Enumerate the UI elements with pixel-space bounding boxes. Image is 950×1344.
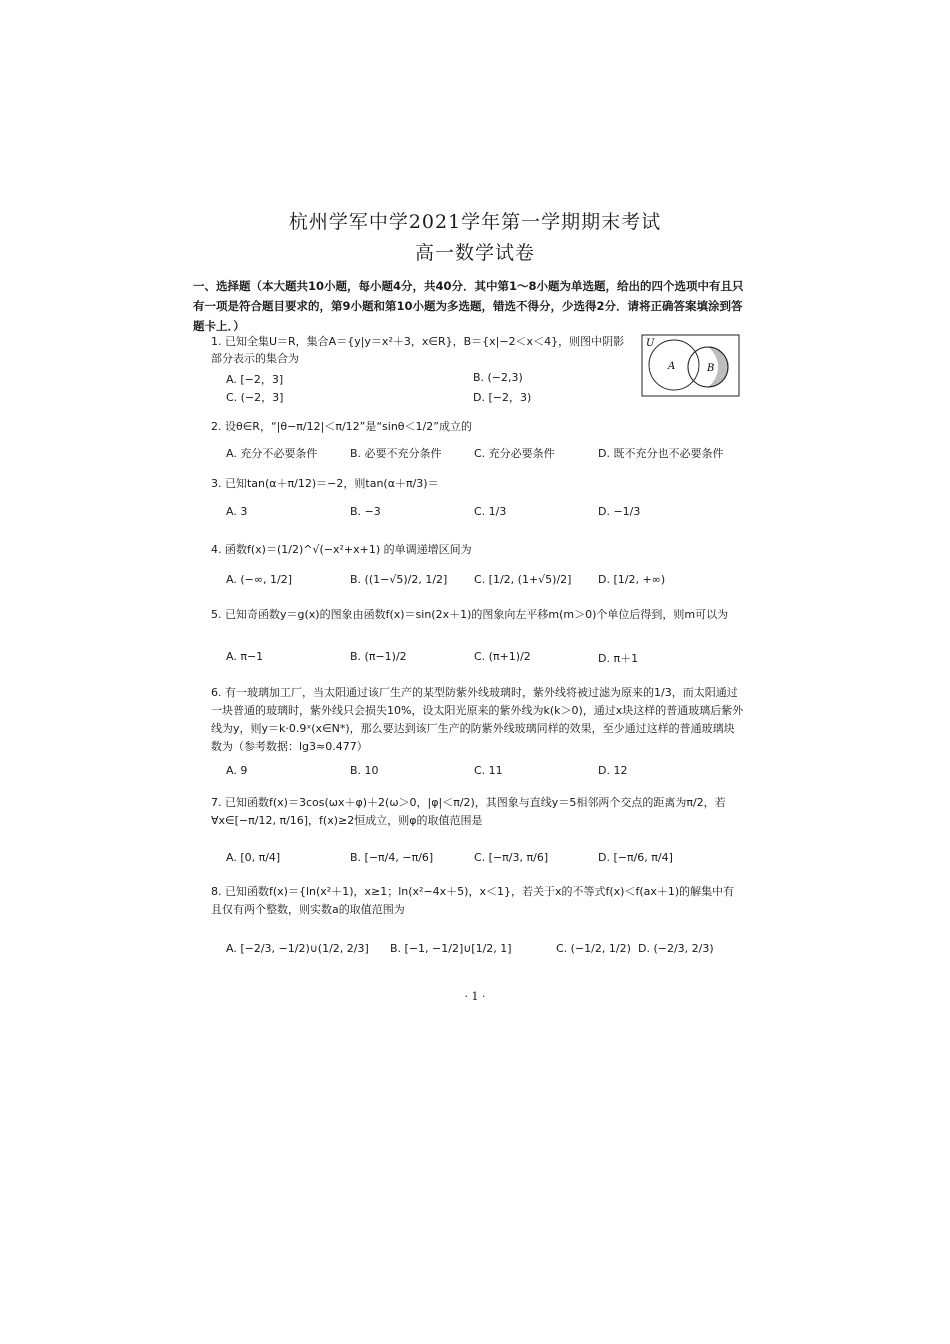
set-a-label: A [668,361,676,372]
question-1-option-b: B. (−2,3) [473,371,523,384]
question-5-option-c: C. (π+1)/2 [474,650,531,663]
question-4-option-b: B. ((1−√5)/2, 1/2] [350,573,448,586]
question-2-stem: 2. 设θ∈R，“|θ−π/12|＜π/12”是“sinθ＜1/2”成立的 [211,420,472,433]
universe-label: U [646,338,655,349]
question-3-option-c: C. 1/3 [474,505,507,518]
question-2-option-d: D. 既不充分也不必要条件 [598,447,724,460]
question-4-stem: 4. 函数f(x)＝(1/2)^√(−x²+x+1) 的单调递增区间为 [211,543,472,556]
question-7-option-c: C. [−π/3, π/6] [474,851,549,864]
question-5-option-b: B. (π−1)/2 [350,650,407,663]
question-2-option-c: C. 充分必要条件 [474,447,555,460]
question-2-option-b: B. 必要不充分条件 [350,447,442,460]
question-5-option-a: A. π−1 [226,650,264,663]
question-4-option-d: D. [1/2, +∞) [598,573,666,586]
question-1-option-a: A. [−2，3] [226,373,284,386]
question-4-option-c: C. [1/2, (1+√5)/2] [474,573,572,586]
question-5-stem: 5. 已知奇函数y＝g(x)的图象由函数f(x)＝sin(2x＋1)的图象向左平移m(m＞0)个单位后得到，则m可以为 [211,608,729,621]
question-7-option-a: A. [0, π/4] [226,851,281,864]
question-3-option-d: D. −1/3 [598,505,641,518]
question-6-option-a: A. 9 [226,764,248,777]
question-8-option-b: B. [−1, −1/2]∪[1/2, 1] [390,942,512,955]
question-8-option-d: D. (−2/3, 2/3) [638,942,714,955]
page-number: · 1 · [464,990,486,1003]
question-1-option-c: C. (−2，3] [226,391,284,404]
question-7-option-d: D. [−π/6, π/4] [598,851,673,864]
exam-title: 杭州学军中学2021学年第一学期期末考试 [288,211,662,233]
question-1-option-d: D. [−2，3) [473,391,532,404]
question-6-stem: 6. 有一玻璃加工厂，当太阳通过该厂生产的某型防紫外线玻璃时，紫外线将被过滤为原来的1/3，而太阳通过一块普通的玻璃时，紫外线只会损失10%，设太阳光原来的紫外线为k(k＞0)，通过x块这样的普通玻璃后紫外线为y，则y＝k·0.9ˣ(x∈N*)，那么要达到该厂生产的防紫外线玻璃同样的效果，至少通过这样的普通玻璃块数为（参考数据：lg3≈0.477） [211,686,744,753]
question-8-option-a: A. [−2/3, −1/2)∪(1/2, 2/3] [226,942,369,955]
exam-subtitle: 高一数学试卷 [414,242,535,264]
question-8-option-c: C. (−1/2, 1/2) [556,942,631,955]
question-4-option-a: A. (−∞, 1/2] [226,573,292,586]
question-1-stem: 1. 已知全集U＝R，集合A＝{y|y＝x²＋3，x∈R}，B＝{x|−2＜x＜4}，则图中阴影部分表示的集合为 [211,335,625,365]
question-6-option-d: D. 12 [598,764,628,777]
question-7-option-b: B. [−π/4, −π/6] [350,851,434,864]
section-instructions: 一、选择题（本大题共10小题，每小题4分，共40分．其中第1～8小题为单选题，给出的四个选项中有且只有一项是符合题目要求的，第9小题和第10小题为多选题，错选不得分，少选得2分．请将正确答案填涂到答题卡上．） [193,279,744,333]
venn-diagram [641,334,741,398]
question-2-option-a: A. 充分不必要条件 [226,447,318,460]
question-5-option-d: D. π＋1 [598,652,639,665]
question-3-stem: 3. 已知tan(α＋π/12)＝−2，则tan(α＋π/3)＝ [211,477,439,490]
question-6-option-c: C. 11 [474,764,503,777]
question-8-stem: 8. 已知函数f(x)＝{ln(x²＋1)，x≥1；ln(x²−4x＋5)，x＜1}，若关于x的不等式f(x)＜f(ax＋1)的解集中有且仅有两个整数，则实数a的取值范围为 [211,885,735,916]
set-b-label: B [707,363,715,374]
question-7-stem: 7. 已知函数f(x)＝3cos(ωx＋φ)＋2(ω＞0，|φ|＜π/2)，其图象与直线y＝5相邻两个交点的距离为π/2，若∀x∈[−π/12, π/16]，f(x)≥2恒成立，则φ的取值范围是 [211,796,726,827]
question-3-option-b: B. −3 [350,505,381,518]
question-6-option-b: B. 10 [350,764,379,777]
question-3-option-a: A. 3 [226,505,248,518]
